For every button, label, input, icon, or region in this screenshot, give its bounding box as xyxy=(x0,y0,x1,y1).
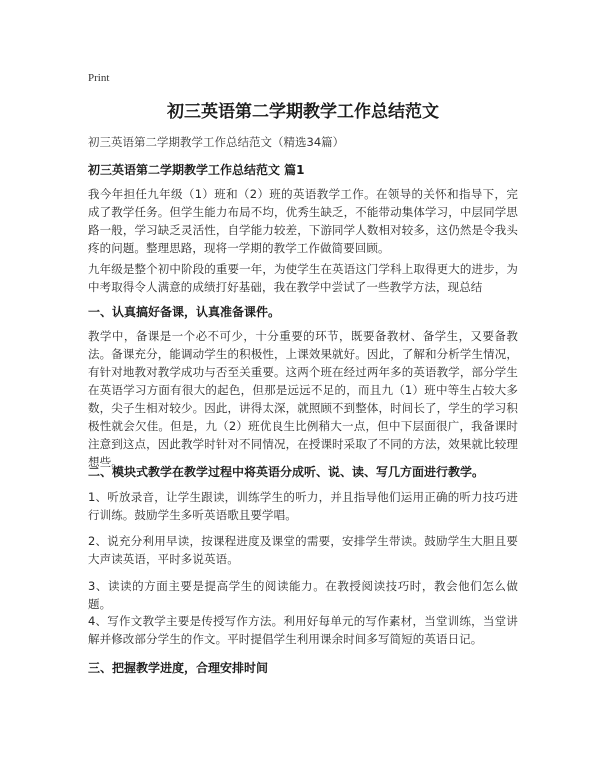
paragraph-speaking: 2、说充分利用早读，按课程进度及课堂的需要，安排学生带读。鼓励学生大胆且要大声读英语，平时多说英语。 xyxy=(88,534,518,566)
article-heading: 初三英语第二学期教学工作总结范文 篇1 xyxy=(88,163,305,177)
page-title: 初三英语第二学期教学工作总结范文 xyxy=(167,102,439,122)
paragraph-reading: 3、读读的方面主要是提高学生的阅读能力。在教授阅读技巧时，教会他们怎么做题。 xyxy=(88,579,518,611)
paragraph-writing: 4、写作文教学主要是传授写作方法。利用好每单元的写作素材，当堂训练，当堂讲解并修改部分学生的作文。平时提倡学生利用课余时间多写简短的英语日记。 xyxy=(88,614,518,646)
paragraph-grade-nine: 九年级是整个初中阶段的重要一年，为使学生在英语这门学科上取得更大的进步，为中考取得令人满意的成绩打好基础，我在教学中尝试了一些教学方法，现总结 xyxy=(88,262,518,294)
paragraph-intro: 我今年担任九年级（1）班和（2）班的英语教学工作。在领导的关怀和指导下，完成了教学任务。但学生能力布局不均，优秀生缺乏，不能带动集体学习，中层同学思路一般，学习缺乏灵活性，自学能力较差，下游同学人数相对较多，这仍然是令我头疼的问题。整理思路，现将一学期的教学工作做简要回顾。 xyxy=(88,187,518,255)
paragraph-lesson-prep: 教学中，备课是一个必不可少，十分重要的环节，既要备教材、备学生，又要备教法。备课充分，能调动学生的积极性，上课效果就好。因此，了解和分析学生情况，有针对地教对教学成功与否至关重要。这两个班在经过两年多的英语教学，部分学生在英语学习方面有很大的起色，但那是远远不足的，而且九（1）班中等生占较大多数，尖子生相对较少。因此，讲得太深，就照顾不到整体，时间长了，学生的学习积极性就会欠佳。但是，九（2）班优良生比例稍大一点，但中下层面很广，我备课时注意到这点，因此教学时针对不同情况，在授课时采取了不同的方法，效果就比较理想些。 xyxy=(88,329,518,469)
paragraph-listening: 1、听放录音，让学生跟读，训练学生的听力，并且指导他们运用正确的听力技巧进行训练。鼓励学生多听英语歌且要学唱。 xyxy=(88,490,518,522)
section-heading-1: 一、认真搞好备课，认真准备课件。 xyxy=(88,305,281,319)
section-heading-2: 二、模块式教学在教学过程中将英语分成听、说、读、写几方面进行教学。 xyxy=(88,465,485,479)
print-link[interactable]: Print xyxy=(88,72,110,84)
section-heading-3: 三、把握教学进度，合理安排时间 xyxy=(88,661,269,675)
document-subtitle: 初三英语第二学期教学工作总结范文（精选34篇） xyxy=(88,135,345,149)
